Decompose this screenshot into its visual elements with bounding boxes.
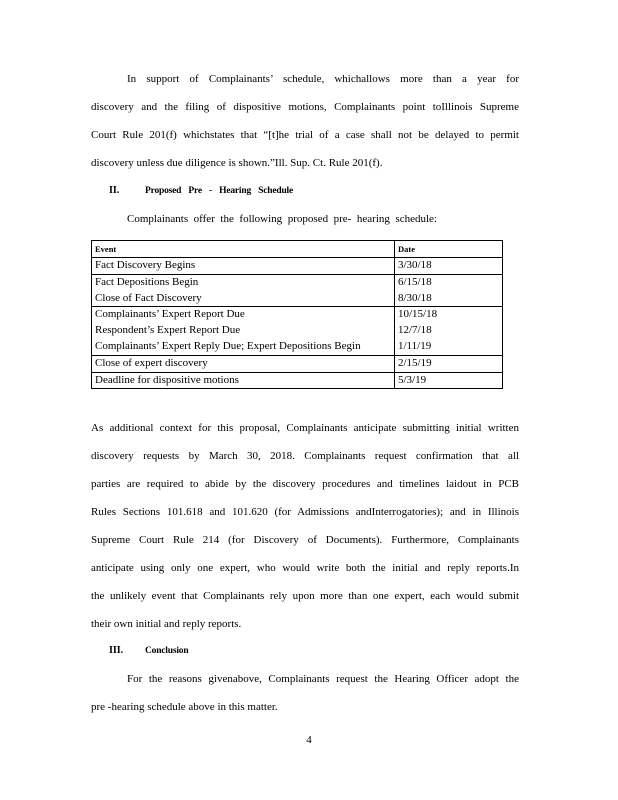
section-2-title: Proposed Pre - Hearing Schedule [145, 186, 293, 196]
paragraph-2-line-4: Rules Sections 101.618 and 101.620 (for Admissions andInterrogatories); and in Illinois [91, 506, 519, 518]
event-cell: Close of Fact Discovery [95, 291, 202, 304]
event-cell: Deadline for dispositive motions [95, 373, 239, 386]
event-cell: Respondent’s Expert Report Due [95, 324, 241, 337]
table-row [92, 372, 503, 389]
paragraph-2-line-3: parties are required to abide by the discovery procedures and timelines laidout in PCB [91, 478, 519, 490]
paragraph-2-line-7: the unlikely event that Complainants rely upon more than one expert, each would submit [91, 590, 519, 602]
paragraph-2-line-2: discovery requests by March 30, 2018. Complainants request confirmation that all [91, 450, 519, 462]
date-column-header: Date [395, 241, 503, 258]
paragraph-2-line-1: As additional context for this proposal, Complainants anticipate submitting initial written [91, 422, 519, 434]
event-cell: Close of expert discovery [95, 356, 208, 369]
section-3-title: Conclusion [145, 646, 189, 656]
date-cell: 2/15/19 [398, 356, 432, 369]
event-cell: Complainants’ Expert Report Due [95, 308, 245, 321]
table-row [92, 258, 503, 275]
date-cell: 5/3/19 [398, 373, 427, 386]
paragraph-1-line-1: In support of Complainants’ schedule, whichallows more than a year for [127, 73, 519, 85]
section-3-number: III. [109, 645, 124, 656]
schedule-intro: Complainants offer the following proposed pre- hearing schedule: [127, 213, 437, 225]
table-header-row [92, 241, 503, 258]
event-cell: Complainants’ Expert Reply Due; Expert Depositions Begin [95, 339, 361, 352]
date-cell: 8/30/18 [398, 291, 432, 304]
date-cell: 6/15/18 [398, 275, 432, 288]
event-column-header: Event [92, 241, 395, 258]
paragraph-3-line-2: pre -hearing schedule above in this matter. [91, 701, 278, 713]
date-cell: 1/11/19 [398, 339, 432, 352]
paragraph-3-line-1: For the reasons givenabove, Complainants request the Hearing Officer adopt the [127, 673, 519, 685]
date-cell: 10/15/18 [398, 308, 438, 321]
paragraph-1-line-3: Court Rule 201(f) whichstates that “[t]he trial of a case shall not be delayed to permit [91, 129, 519, 141]
date-cell: 3/30/18 [398, 259, 432, 271]
table-row [92, 274, 503, 307]
date-cell: 12/7/18 [398, 324, 432, 337]
table-row [92, 355, 503, 372]
event-cell: Fact Depositions Begin [95, 275, 199, 288]
paragraph-2-line-6: anticipate using only one expert, who would write both the initial and reply reports.In [91, 562, 519, 574]
paragraph-1-line-4: discovery unless due diligence is shown.”Ill. Sup. Ct. Rule 201(f). [91, 157, 383, 169]
paragraph-1-line-2: discovery and the filing of dispositive motions, Complainants point toIllinois Supreme [91, 101, 519, 113]
section-2-number: II. [109, 185, 120, 196]
page-number: 4 [306, 734, 312, 746]
paragraph-2-line-5: Supreme Court Rule 214 (for Discovery of Documents). Furthermore, Complainants [91, 534, 519, 546]
schedule-table [91, 240, 503, 389]
paragraph-2-line-8: their own initial and reply reports. [91, 618, 242, 630]
table-row [92, 307, 503, 355]
event-cell: Fact Discovery Begins [95, 259, 196, 271]
